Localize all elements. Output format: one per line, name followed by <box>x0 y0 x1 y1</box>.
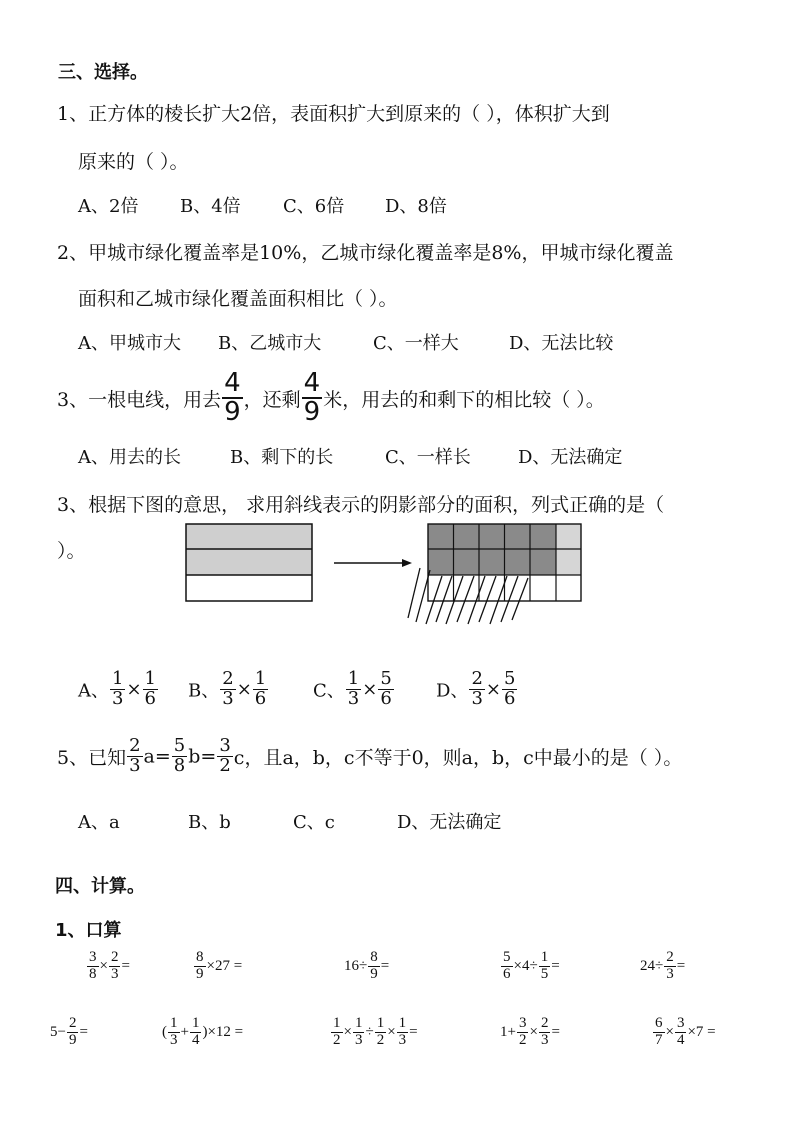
q5-option-a[interactable]: A、a <box>78 812 120 833</box>
oral-calc-row2-4: 1+ $\frac{3}{2}$ × $\frac{2}{3}$ = <box>500 1015 560 1048</box>
section-title-calculation: 四、计算。 <box>55 876 145 897</box>
q5-option-b[interactable]: B、b <box>188 812 231 833</box>
q3-middle: ，还剩 <box>243 388 301 411</box>
fraction: $\frac{2}{3}$ <box>110 949 119 982</box>
q3-prefix: 3、一根电线，用去 <box>57 388 222 411</box>
q3-option-b[interactable]: B、剩下的长 <box>230 447 334 468</box>
area-diagram <box>180 518 600 630</box>
q1-option-b[interactable]: B、4倍 <box>180 196 241 217</box>
fraction: $\frac{1}{3}$ <box>170 1015 178 1048</box>
question-3-line <box>57 370 605 427</box>
fraction: $\frac{1}{5}$ <box>540 949 549 982</box>
subsection-oral-calculation: 1、口算 <box>55 920 122 941</box>
q5-option-d[interactable]: D、无法确定 <box>397 812 502 833</box>
oral-calc-row2-2: ( $\frac{1}{3}$ + $\frac{1}{4}$ )×12 = <box>162 1015 244 1048</box>
fraction: $\frac{3}{8}$ <box>89 949 97 982</box>
question-1-line1: 1、正方体的棱长扩大2倍，表面积扩大到原来的（ ），体积扩大到 <box>57 103 610 125</box>
oral-calc-row1-4: $\frac{5}{6}$ ×4÷ $\frac{1}{5}$ = <box>503 949 560 982</box>
oral-calc-row1-1: $\frac{3}{8}$ × $\frac{2}{3}$ = <box>89 949 130 982</box>
q5-option-c[interactable]: C、c <box>293 812 335 833</box>
oral-calc-row2-5: $\frac{6}{7}$ × $\frac{3}{4}$ ×7 = <box>655 1015 716 1048</box>
question-1-line2: 原来的（ ）。 <box>78 151 189 173</box>
fraction: $\frac{1}{3}$ <box>354 1015 363 1048</box>
q2-option-c[interactable]: C、一样大 <box>373 333 459 354</box>
q2-option-a[interactable]: A、甲城市大 <box>78 333 181 354</box>
q4-option-a[interactable]: A、 $\frac{1}{3}$ × $\frac{1}{6}$ <box>78 668 156 709</box>
q2-option-d[interactable]: D、无法比较 <box>509 333 614 354</box>
q1-option-c[interactable]: C、6倍 <box>283 196 345 217</box>
q5-fraction-c: $\frac{3}{2}$ <box>219 735 231 776</box>
q5-fraction-a: $\frac{2}{3}$ <box>129 735 141 776</box>
fraction: $\frac{1}{4}$ <box>191 1015 200 1048</box>
oral-calc-row2-3: $\frac{1}{2}$ × $\frac{1}{3}$ ÷ $\frac{1}{2}$ × $\frac{1}{3}$ = <box>333 1015 418 1048</box>
arrow-icon <box>334 559 412 567</box>
q3-option-a[interactable]: A、用去的长 <box>78 447 181 468</box>
q4-option-c[interactable]: C、 $\frac{1}{3}$ × $\frac{5}{6}$ <box>313 668 392 709</box>
fraction: $\frac{6}{7}$ <box>655 1015 663 1048</box>
question-5-line: 5、已知 $\frac{2}{3}$ a= $\frac{5}{8}$ b= $\frac{3}{2}$ c，且a，b，c不等于0，则a，b，c中最小的是（ ）。 <box>57 735 683 776</box>
fraction: $\frac{8}{9}$ <box>370 949 378 982</box>
fraction: $\frac{1}{3}$ <box>398 1015 407 1048</box>
q2-option-b[interactable]: B、乙城市大 <box>218 333 322 354</box>
q1-option-d[interactable]: D、8倍 <box>385 196 447 217</box>
question-2-line1: 2、甲城市绿化覆盖率是10%，乙城市绿化覆盖率是8%，甲城市绿化覆盖 <box>57 242 674 264</box>
q1-option-a[interactable]: A、2倍 <box>78 196 139 217</box>
q4-option-d[interactable]: D、 $\frac{2}{3}$ × $\frac{5}{6}$ <box>436 668 516 709</box>
q3-suffix: 米，用去的和剩下的相比较（ ）。 <box>323 388 605 411</box>
fraction: $\frac{3}{4}$ <box>676 1015 685 1048</box>
fraction: $\frac{8}{9}$ <box>196 949 204 982</box>
question-4-line1: 3、根据下图的意思， 求用斜线表示的阴影部分的面积，列式正确的是（ <box>57 494 665 516</box>
right-grid <box>428 524 581 601</box>
left-rectangle <box>186 524 312 601</box>
fraction: $\frac{5}{6}$ <box>503 949 511 982</box>
oral-calc-row1-3: 16÷ $\frac{8}{9}$ = <box>344 949 390 982</box>
q3-fraction-left: $\frac{4}{9}$ <box>303 368 321 428</box>
oral-calc-row1-2: $\frac{8}{9}$ ×27 = <box>196 949 243 982</box>
fraction: $\frac{2}{3}$ <box>540 1015 549 1048</box>
fraction: $\frac{2}{9}$ <box>68 1015 77 1048</box>
oral-calc-row1-5: 24÷ $\frac{2}{3}$ = <box>640 949 686 982</box>
fraction: $\frac{2}{3}$ <box>666 949 674 982</box>
q3-fraction-used: $\frac{4}{9}$ <box>224 368 241 428</box>
q5-fraction-b: $\frac{5}{8}$ <box>173 735 186 776</box>
fraction: $\frac{3}{2}$ <box>518 1015 527 1048</box>
question-2-line2: 面积和乙城市绿化覆盖面积相比（ ）。 <box>78 288 398 310</box>
question-4-line2: ）。 <box>57 540 86 562</box>
q3-option-c[interactable]: C、一样长 <box>385 447 471 468</box>
fraction: $\frac{1}{2}$ <box>333 1015 341 1048</box>
oral-calc-row2-1: 5− $\frac{2}{9}$ = <box>50 1015 88 1048</box>
q3-option-d[interactable]: D、无法确定 <box>518 447 623 468</box>
fraction: $\frac{1}{2}$ <box>376 1015 385 1048</box>
q4-option-b[interactable]: B、 $\frac{2}{3}$ × $\frac{1}{6}$ <box>188 668 267 709</box>
hatch-lines <box>408 568 528 624</box>
section-title-choice: 三、选择。 <box>58 62 148 83</box>
